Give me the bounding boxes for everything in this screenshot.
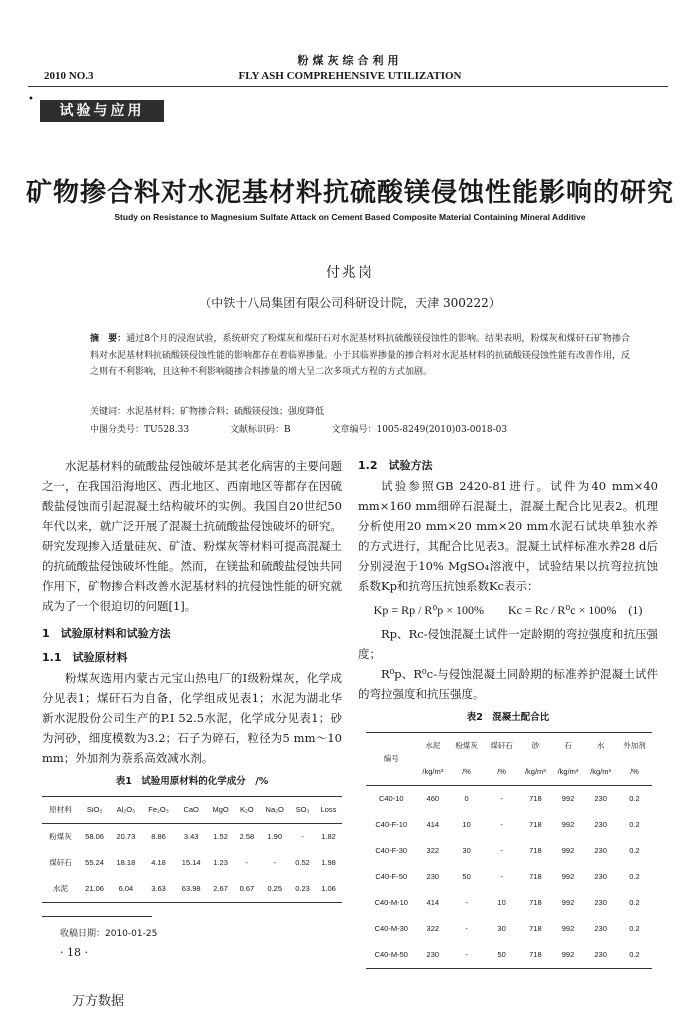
section-1-heading: 1 试验原材料和试验方法 (42, 627, 171, 640)
table2-cell: 992 (561, 872, 575, 881)
abstract (90, 331, 630, 381)
received-date: 收稿日期：2010-01-25 (60, 929, 158, 939)
table1-cell: 0.52 (295, 858, 310, 867)
table2-row (366, 916, 652, 942)
table1-cell: 水泥 (52, 884, 68, 893)
table2-row (366, 942, 652, 969)
section-1-1-heading: 1.1 试验原材料 (42, 651, 128, 664)
table1-header-cell: 原材料 (49, 805, 72, 814)
table1-cell: 2.67 (213, 884, 228, 893)
table1-cell: 15.14 (181, 858, 201, 867)
affiliation: （中铁十八局集团有限公司科研设计院，天津 300222） (199, 296, 501, 310)
bullet-mark: • (28, 94, 34, 105)
table2-cell: 0.2 (629, 898, 640, 907)
table1-cell: 2.58 (239, 832, 255, 841)
definition-2: R⁰p、R⁰c-与侵蚀混凝土同龄期的标准养护混凝土试件的弯拉强度和抗压强度。 (358, 667, 658, 701)
table1-cell: 1.23 (213, 858, 228, 867)
table1-cell: 0.23 (295, 884, 310, 893)
table2-cell: C40-F-30 (375, 846, 408, 855)
table2 (366, 732, 652, 969)
table2-cell: 0.2 (629, 794, 640, 803)
section-tag: 试验与应用 (40, 100, 164, 122)
table2-cell: 718 (529, 950, 542, 959)
table2-row (366, 786, 652, 813)
table2-cell: - (465, 898, 468, 907)
definition-1: Rp、Rc-侵蚀混凝土试件一定龄期的弯拉强度和抗压强度； (358, 627, 658, 661)
table2-unit-cell: /% (462, 767, 471, 776)
table2-unit-cell: /kg/m³ (557, 767, 579, 776)
section-1-2-heading: 1.2 试验方法 (358, 459, 433, 472)
table2-cell: 992 (561, 820, 575, 829)
header-rule (28, 86, 668, 87)
table1-cell: - (273, 858, 276, 867)
table1-cell: 1.82 (321, 832, 336, 841)
table2-cell: 230 (594, 898, 607, 907)
table1-cell: 0.67 (239, 884, 255, 893)
table2-cell: C40-M-50 (374, 950, 408, 959)
table1-cell: 3.63 (151, 884, 166, 893)
table2-cell: 718 (529, 794, 542, 803)
table2-cell: 322 (426, 924, 440, 933)
table1-cell: 3.43 (183, 832, 199, 841)
table2-cell: 230 (594, 924, 607, 933)
table1-header-cell: Loss (320, 805, 337, 814)
table2-cell: 50 (497, 950, 506, 959)
table2-cell: - (500, 794, 503, 803)
table2-caption: 表2 混凝土配合比 (466, 712, 550, 723)
table2-cell: 230 (594, 872, 607, 881)
table1-cell: 21.06 (85, 884, 104, 893)
method-paragraph: 试验参照GB 2420-81进行。试件为40 mm×40 mm×160 mm细碎石混凝土，混凝土配合比见表2。机理分析使用20 mm×20 mm×20 mm水泥石试块单独水养的方式进行，其配合比见表3。混凝土试样标准水养28 d后分别浸泡于10% MgSO₄溶液中，试验结果以抗弯拉抗蚀系数Kp和抗弯压抗蚀系数Kc表示： (358, 479, 658, 593)
table2-cell: 0 (464, 794, 469, 803)
table1-cell: 1.98 (321, 858, 336, 867)
table2-cell: 230 (426, 872, 440, 881)
table2-cell: 230 (594, 846, 607, 855)
table1-header-cell: Al₂O₃ (116, 805, 136, 814)
intro-paragraph: 水泥基材料的硫酸盐侵蚀破坏是其老化病害的主要问题之一，在我国沿海地区、西北地区、西南地区等都存在因硫酸盐侵蚀而引起混凝土结构破坏的实例。我国自20世纪50年代以来，就广泛开展了混凝土抗硫酸盐侵蚀破坏的研究。研究发现掺入适量硅灰、矿渣、粉煤灰等材料可提高混凝土的抗硫酸盐侵蚀破坏性能。然而，在镁盐和硫酸盐侵蚀共同作用下，矿物掺合料改善水泥基材料的抗侵蚀性能的研究就成为了一个很迫切的问题[1]。 (42, 459, 342, 613)
table2-cell: - (465, 950, 468, 959)
table2-unit-cell: /% (497, 767, 506, 776)
table1-row (42, 824, 342, 851)
table2-cell: 414 (426, 898, 440, 907)
article-number: 文章编号：1005-8249(2010)03-0018-03 (331, 425, 508, 435)
materials-paragraph: 粉煤灰选用内蒙古元宝山热电厂的Ⅰ级粉煤灰，化学成分见表1；煤矸石为自备，化学组成见表1；水泥为湖北华新水泥股份公司生产的P.I 52.5水泥，化学成分见表1；砂为河砂，细度模数为3.2；石子为碎石，粒径为5 mm～10 mm；外加剂为萘系高效减水剂。 (42, 671, 342, 765)
table1-header-cell: Fe₂O₃ (148, 805, 169, 814)
table2-cell: 718 (529, 898, 542, 907)
table1-cell: 1.90 (267, 832, 282, 841)
table2-header-cell: 编号 (383, 754, 399, 763)
table2-header-cell: 外加剂 (623, 741, 646, 750)
table2-cell: C40-M-10 (374, 898, 408, 907)
author-name: 付兆岗 (326, 265, 374, 281)
table2-cell: 10 (497, 898, 506, 907)
right-column (358, 456, 658, 969)
table2-cell: 230 (594, 950, 607, 959)
table2-unit-cell: /kg/m³ (524, 767, 546, 776)
table2-cell: 0.2 (629, 924, 640, 933)
table2-header-cell: 粉煤灰 (455, 741, 478, 750)
table1-row (42, 850, 342, 876)
table1-cell: 1.06 (321, 884, 336, 893)
formula-1: Kp = Rp / R⁰p × 100% Kc = Rc / R⁰c × 100% (1) (373, 603, 643, 617)
table1-header-cell: CaO (183, 805, 199, 814)
table1-cell: 18.18 (116, 858, 136, 867)
paper-title-cn: 矿物掺合料对水泥基材料抗硫酸镁侵蚀性能影响的研究 (25, 178, 674, 208)
table1-cell: - (301, 832, 304, 841)
table2-cell: 230 (426, 950, 440, 959)
table2-unit-cell: /kg/m³ (590, 767, 612, 776)
table1-header-cell: SiO₂ (86, 805, 103, 814)
table2-cell: 460 (426, 794, 440, 803)
table2-unit-cell: /kg/m³ (422, 767, 444, 776)
table2-header-cell: 水泥 (425, 741, 441, 750)
clc-number: 中图分类号：TU528.33 (90, 425, 190, 435)
abstract-label: 摘 要： (90, 334, 127, 344)
table1-cell: 20.73 (116, 832, 136, 841)
journal-name-cn: 粉煤灰综合利用 (297, 54, 403, 67)
table2-cell: 0.2 (629, 846, 640, 855)
table2-cell: 0.2 (629, 872, 640, 881)
table2-header-cell: 水 (596, 741, 605, 750)
table2-cell: - (500, 820, 503, 829)
table1-cell: 煤矸石 (49, 858, 72, 867)
table2-cell: 230 (594, 820, 607, 829)
table1-header-cell: MgO (212, 805, 229, 814)
table1-cell: 55.24 (85, 858, 104, 867)
table1-row (42, 876, 342, 903)
table1-cell: 8.86 (151, 832, 166, 841)
table2-cell: 992 (561, 898, 575, 907)
table1 (42, 796, 342, 903)
table2-unit-cell: /% (630, 767, 639, 776)
table2-cell: C40-10 (378, 794, 404, 803)
table1-cell: 6.04 (118, 884, 134, 893)
table2-cell: 322 (426, 846, 440, 855)
table1-header-cell: Na₂O (265, 805, 284, 814)
table1-header-cell: K₂O (239, 805, 254, 814)
table2-cell: 10 (462, 820, 471, 829)
table1-caption: 表1 试验用原材料的化学成分 /% (115, 776, 269, 787)
table2-cell: 718 (529, 872, 542, 881)
table2-header-cell: 砂 (531, 741, 540, 750)
table1-cell: 63.98 (181, 884, 201, 893)
table2-cell: - (500, 872, 503, 881)
table2-header-cell: 煤矸石 (490, 741, 513, 750)
table2-cell: 0.2 (629, 820, 640, 829)
table2-cell: C40-M-30 (374, 924, 408, 933)
table2-cell: 30 (462, 846, 471, 855)
table1-cell: - (245, 858, 249, 867)
table1-cell: 0.25 (267, 884, 282, 893)
table1-header-cell: SO₃ (295, 805, 310, 814)
table2-cell: 0.2 (629, 950, 640, 959)
table2-cell: 718 (529, 846, 542, 855)
table2-row (366, 890, 652, 916)
table2-cell: 230 (594, 794, 607, 803)
left-column (42, 456, 342, 903)
table2-cell: 50 (462, 872, 471, 881)
paper-title-en: Study on Resistance to Magnesium Sulfate Attack on Cement Based Composite Material Containing Mineral Additive (114, 212, 586, 222)
table2-header-cell: 石 (564, 741, 572, 750)
footnote-rule (42, 916, 152, 917)
table2-cell: 718 (529, 924, 542, 933)
table2-cell: C40-F-50 (375, 872, 408, 881)
table2-cell: 992 (561, 924, 575, 933)
table2-cell: 992 (561, 846, 575, 855)
table2-cell: 414 (426, 820, 440, 829)
table2-cell: - (465, 924, 468, 933)
table1-cell: 粉煤灰 (49, 832, 72, 841)
watermark-text: 万方数据 (72, 994, 125, 1009)
table2-row (366, 812, 652, 838)
abstract-text: 通过8个月的浸泡试验，系统研究了粉煤灰和煤矸石对水泥基材料抗硫酸镁侵蚀性的影响。结果表明，粉煤灰和煤矸石矿物掺合料对水泥基材料抗硫酸镁侵蚀性能的影响都存在着临界掺量。小于其临界掺量的掺合料对水泥基材料的抗硫酸镁侵蚀性能有改善作用，反之则有不利影响，且这种不利影响随掺合料掺量的增大呈二次多项式方程的方式加剧。 (90, 334, 631, 377)
table1-cell: 4.18 (151, 858, 166, 867)
table2-row (366, 864, 652, 890)
table2-cell: 30 (497, 924, 506, 933)
table2-cell: C40-F-10 (375, 820, 408, 829)
doc-code: 文献标识码：B (229, 425, 291, 435)
table2-cell: - (500, 846, 503, 855)
page-number: · 18 · (60, 946, 88, 959)
journal-name-en: FLY ASH COMPREHENSIVE UTILIZATION (238, 70, 462, 82)
keywords: 关键词：水泥基材料；矿物掺合料；硫酸镁侵蚀；强度降低 (90, 407, 325, 417)
issue-number: 2010 NO.3 (44, 70, 94, 82)
table2-cell: 992 (561, 950, 575, 959)
table2-row (366, 838, 652, 864)
table2-cell: 992 (561, 794, 575, 803)
table2-cell: 718 (529, 820, 542, 829)
table1-cell: 1.52 (213, 832, 228, 841)
classification-line (90, 422, 543, 435)
table1-cell: 58.06 (85, 832, 104, 841)
